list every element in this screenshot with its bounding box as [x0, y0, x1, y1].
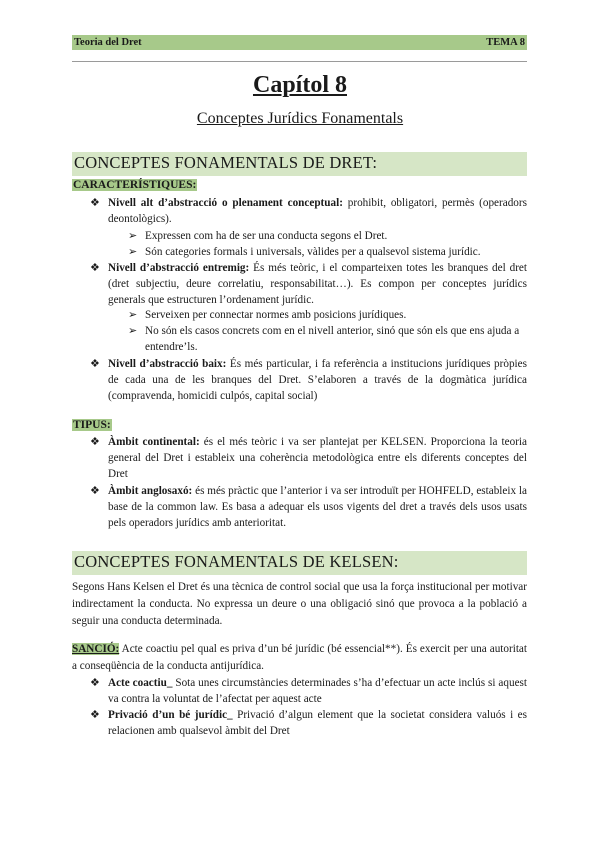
item-term: Privació d’un bé jurídic_ — [108, 709, 233, 721]
item-term: Àmbit continental: — [108, 436, 200, 448]
header-course: Teoria del Dret — [74, 37, 142, 48]
list-item — [90, 356, 527, 404]
sub-item-text: No són els casos concrets com en el nivell anterior, sinó que són els que ens ajuda a entendre’ls. — [145, 325, 520, 353]
sancio-paragraph — [72, 641, 527, 675]
item-text: Sota unes circumstàncies determinades s’ha d’efectuar un acte inclús si aquest va contra la voluntat de l’afectat per aquest acte — [108, 677, 527, 705]
item-text: És més teòric, i el comparteixen totes les branques del dret (dret subjectiu, deure correlatiu, responsabilitat…). Es compon per conceptes jurídics generals que estructuren l’ordenament jurídic. — [108, 262, 527, 306]
diamond-bullet-icon: ❖ — [90, 358, 100, 370]
item-text: És més particular, i fa referència a institucions jurídiques pròpies de cada una de les branques del Dret. S’elaboren a través de la dogmàtica jurídica (compravenda, homicidi culpós, capital social) — [108, 358, 527, 402]
item-text: prohibit, obligatori, permès (operadors deontològics). — [108, 197, 527, 225]
item-term: Acte coactiu_ — [108, 677, 173, 689]
caracteristiques-label: CARACTERÍSTIQUES: — [73, 179, 197, 191]
arrow-bullet-icon: ➢ — [128, 230, 138, 242]
arrow-bullet-icon: ➢ — [128, 309, 138, 321]
sub-list-item — [128, 228, 527, 244]
list-item — [90, 195, 527, 227]
arrow-bullet-icon: ➢ — [128, 246, 138, 258]
sub-item-text: Són categories formals i universals, vàlides per a qualsevol sistema jurídic. — [145, 246, 481, 258]
item-text: és el més teòric i va ser plantejat per KELSEN. Proporciona la teoria general del Dret i estableix una coherència metodològica entre els diferents conceptes del Dret — [108, 436, 528, 480]
item-term: Nivell alt d’abstracció o plenament conceptual: — [108, 197, 343, 209]
sancio-text: Acte coactiu pel qual es priva d’un bé jurídic (bé essencial**). És exercit per una autoritat a conseqüència de la conducta antijurídica. — [72, 643, 527, 672]
sub-list-item — [128, 323, 527, 355]
section-heading-dret: CONCEPTES FONAMENTALS DE DRET: — [72, 152, 527, 176]
item-text: Privació d’algun element que la societat considera valuós i es relacionen amb qualsevol àmbit del Dret — [108, 709, 527, 737]
item-text: és més pràctic que l’anterior i va ser introduït per HOHFELD, estableix la base de la common law. Es basa a adequar els usos vigents del dret a través dels usos usats pels operadors jurídics amb anterioritat. — [108, 485, 527, 529]
list-item — [90, 260, 527, 308]
diamond-bullet-icon: ❖ — [90, 197, 100, 209]
chapter-title: Capítol 8 — [252, 72, 347, 98]
diamond-bullet-icon: ❖ — [90, 262, 100, 274]
header-divider — [72, 61, 527, 62]
list-item — [90, 434, 527, 482]
sub-item-text: Expressen com ha de ser una conducta segons el Dret. — [145, 230, 388, 242]
diamond-bullet-icon: ❖ — [90, 709, 100, 721]
sub-list-item — [128, 244, 527, 260]
item-term: Nivell d’abstracció entremig: — [108, 262, 250, 274]
arrow-bullet-icon: ➢ — [128, 325, 138, 337]
list-item — [90, 707, 527, 739]
tipus-label: TIPUS: — [73, 419, 111, 431]
sancio-label: SANCIÓ: — [72, 643, 120, 655]
header-topic: TEMA 8 — [486, 37, 525, 48]
list-item — [90, 483, 527, 531]
diamond-bullet-icon: ❖ — [90, 677, 100, 689]
section-heading-kelsen: CONCEPTES FONAMENTALS DE KELSEN: — [72, 551, 527, 575]
kelsen-intro: Segons Hans Kelsen el Dret és una tècnica de control social que usa la força institucional per motivar indirectament la conducta. No expressa un deure o una obligació sinó que provoca a la població a seguir una conducta determinada. — [72, 581, 527, 627]
diamond-bullet-icon: ❖ — [90, 485, 100, 497]
chapter-subtitle: Conceptes Jurídics Fonamentals — [196, 110, 404, 127]
list-item — [90, 675, 527, 707]
page-header — [72, 35, 527, 50]
diamond-bullet-icon: ❖ — [90, 436, 100, 448]
item-term: Àmbit anglosaxó: — [108, 485, 193, 497]
sub-list-item — [128, 307, 527, 323]
item-term: Nivell d’abstracció baix: — [108, 358, 227, 370]
sub-item-text: Serveixen per connectar normes amb posicions jurídiques. — [145, 309, 407, 321]
